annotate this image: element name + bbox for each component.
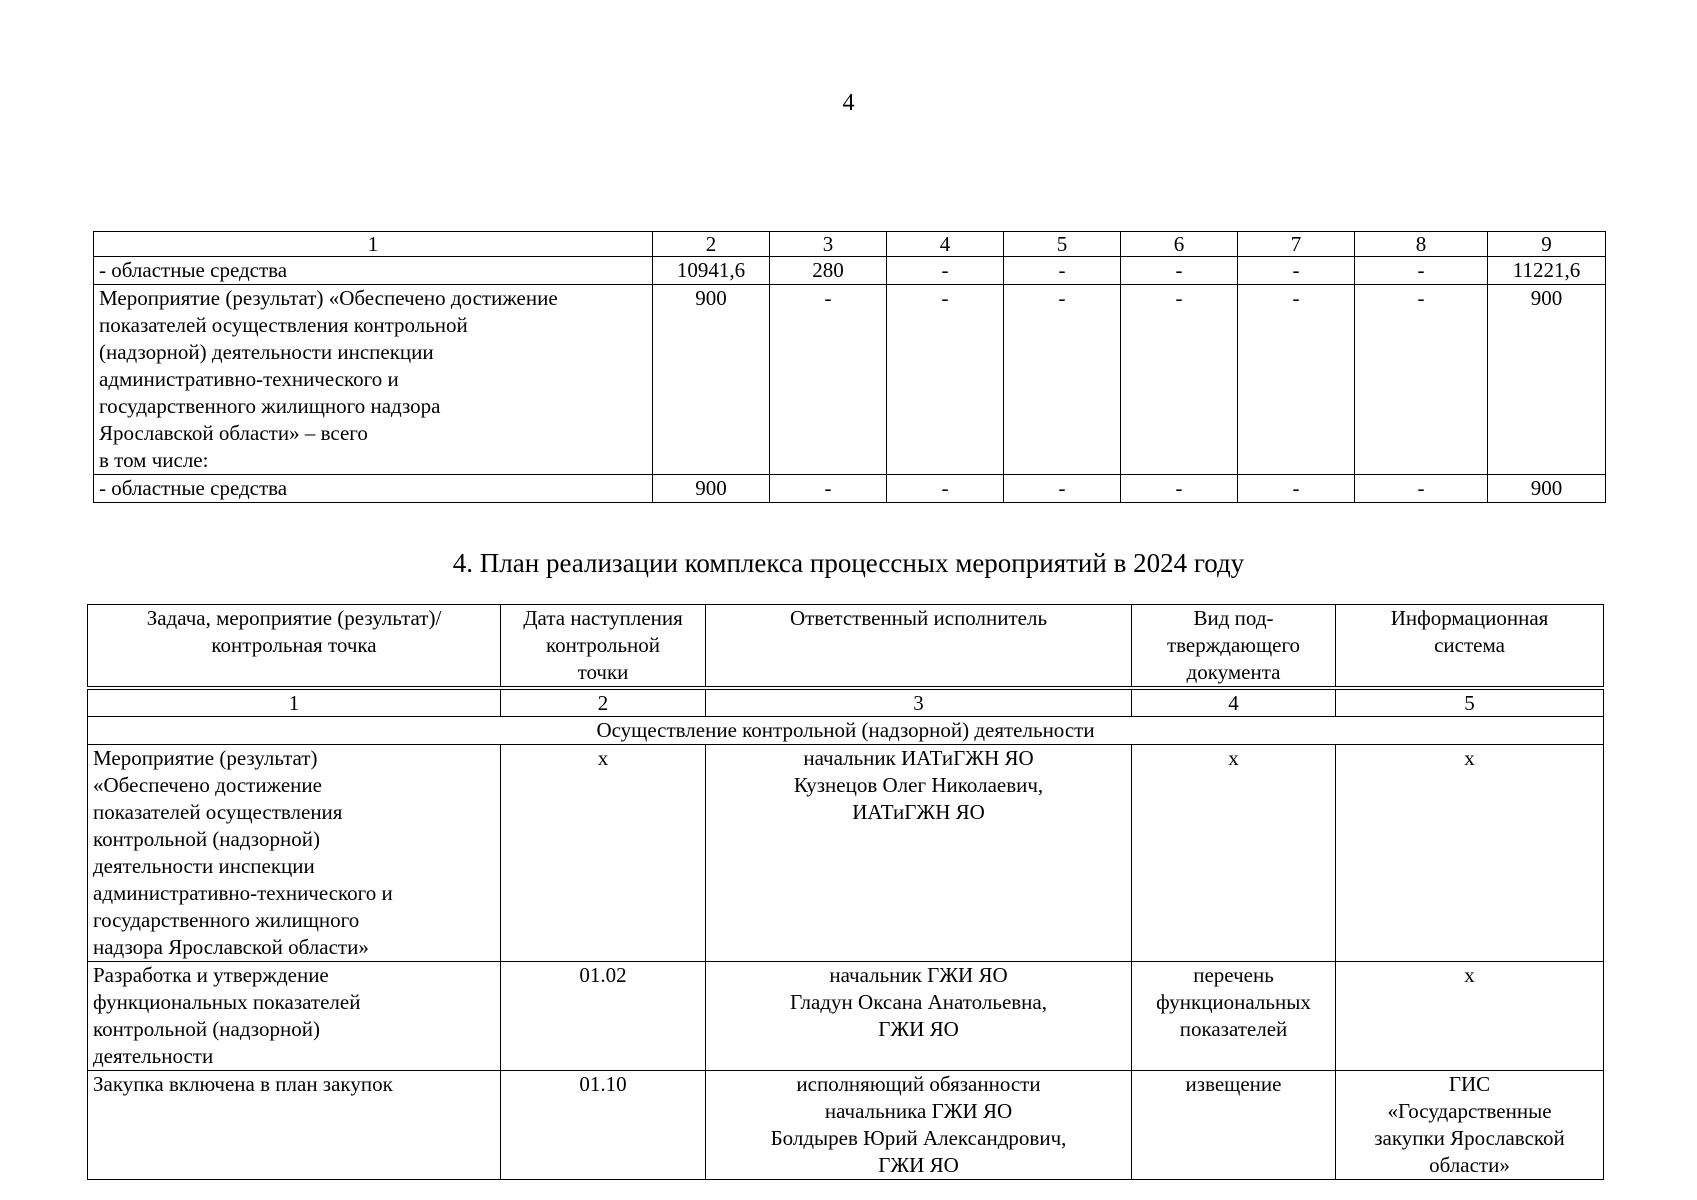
date-cell: 01.02 (501, 962, 706, 1071)
system-cell: x (1336, 745, 1604, 962)
number-cell: 2 (501, 688, 706, 717)
date-cell: 01.10 (501, 1071, 706, 1180)
row-label: Мероприятие (результат) «Обеспечено достижение показателей осуществления контрольной (надзорной) деятельности инспекции административно-технического и государственного жилищного надзора Ярославской области» – всего в том числе: (94, 285, 653, 475)
table-row (94, 475, 1606, 503)
table-row (94, 257, 1606, 285)
header-cell: 9 (1488, 232, 1606, 257)
task-cell: Мероприятие (результат) «Обеспечено достижение показателей осуществления контрольной (надзорной) деятельности инспекции административно-технического и государственного жилищного надзора Ярославской области» (88, 745, 501, 962)
task-cell: Закупка включена в план закупок (88, 1071, 501, 1180)
task-cell: Разработка и утверждение функциональных показателей контрольной (надзорной) деятельности (88, 962, 501, 1071)
document-cell: извещение (1132, 1071, 1336, 1180)
value-cell: 900 (1488, 285, 1606, 475)
header-cell: Дата наступления контрольной точки (501, 605, 706, 689)
value-cell: - (1004, 475, 1121, 503)
page-number: 4 (842, 90, 855, 116)
group-title-row (88, 717, 1604, 745)
value-cell: - (1004, 285, 1121, 475)
value-cell: - (1238, 257, 1355, 285)
header-cell: 6 (1121, 232, 1238, 257)
document-cell: перечень функциональных показателей (1132, 962, 1336, 1071)
header-cell: 7 (1238, 232, 1355, 257)
value-cell: - (887, 257, 1004, 285)
row-label: - областные средства (94, 257, 653, 285)
number-cell: 3 (706, 688, 1132, 717)
table-row (88, 745, 1604, 962)
number-cell: 1 (88, 688, 501, 717)
header-cell: 4 (887, 232, 1004, 257)
row-label: - областные средства (94, 475, 653, 503)
value-cell: 900 (1488, 475, 1606, 503)
header-cell: 1 (94, 232, 653, 257)
value-cell: 11221,6 (1488, 257, 1606, 285)
value-cell: 10941,6 (653, 257, 770, 285)
value-cell: - (1121, 475, 1238, 503)
value-cell: - (1238, 475, 1355, 503)
value-cell: - (1238, 285, 1355, 475)
table-row (88, 962, 1604, 1071)
section-title: 4. План реализации комплекса процессных мероприятий в 2024 году (452, 548, 1245, 578)
plan-table-header-row (88, 605, 1604, 689)
system-cell: x (1336, 962, 1604, 1071)
header-cell: 5 (1004, 232, 1121, 257)
header-cell: Ответственный исполнитель (706, 605, 1132, 689)
plan-table-number-row (88, 688, 1604, 717)
value-cell: - (887, 475, 1004, 503)
value-cell: 900 (653, 475, 770, 503)
value-cell: - (1355, 475, 1488, 503)
header-cell: Задача, мероприятие (результат)/ контрольная точка (88, 605, 501, 689)
header-cell: 8 (1355, 232, 1488, 257)
header-cell: 2 (653, 232, 770, 257)
funding-table-header-row (94, 232, 1606, 257)
group-title: Осуществление контрольной (надзорной) деятельности (88, 717, 1604, 745)
table-row (94, 285, 1606, 475)
value-cell: - (1355, 257, 1488, 285)
document-cell: x (1132, 745, 1336, 962)
value-cell: - (887, 285, 1004, 475)
value-cell: - (1355, 285, 1488, 475)
value-cell: - (1121, 257, 1238, 285)
executor-cell: начальник ИАТиГЖН ЯО Кузнецов Олег Николаевич, ИАТиГЖН ЯО (706, 745, 1132, 962)
value-cell: 900 (653, 285, 770, 475)
value-cell: 280 (770, 257, 887, 285)
table-row (88, 1071, 1604, 1180)
value-cell: - (1004, 257, 1121, 285)
number-cell: 4 (1132, 688, 1336, 717)
system-cell: ГИС «Государственные закупки Ярославской области» (1336, 1071, 1604, 1180)
value-cell: - (770, 475, 887, 503)
header-cell: Вид под- тверждающего документа (1132, 605, 1336, 689)
executor-cell: начальник ГЖИ ЯО Гладун Оксана Анатольевна, ГЖИ ЯО (706, 962, 1132, 1071)
value-cell: - (1121, 285, 1238, 475)
funding-table (93, 231, 1606, 503)
number-cell: 5 (1336, 688, 1604, 717)
executor-cell: исполняющий обязанности начальника ГЖИ ЯО Болдырев Юрий Александрович, ГЖИ ЯО (706, 1071, 1132, 1180)
header-cell: 3 (770, 232, 887, 257)
date-cell: x (501, 745, 706, 962)
value-cell: - (770, 285, 887, 475)
header-cell: Информационная система (1336, 605, 1604, 689)
plan-table (87, 604, 1604, 1180)
